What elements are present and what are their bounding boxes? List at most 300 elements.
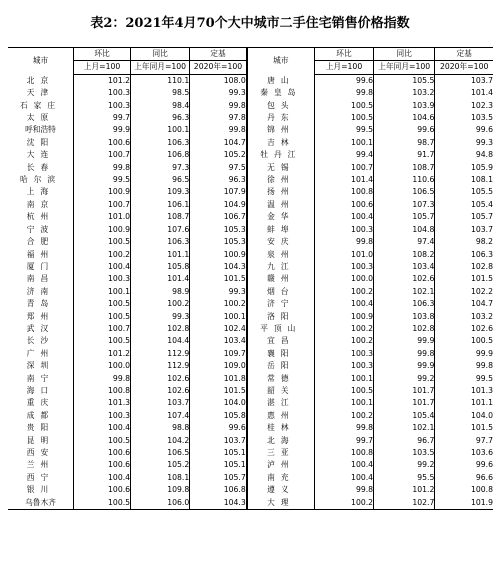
base-value: 102.3 — [435, 100, 493, 112]
base-value: 103.7 — [190, 435, 247, 447]
base-value: 101.5 — [190, 385, 247, 397]
table-row — [8, 385, 493, 397]
city-name: 吉林 — [247, 137, 315, 149]
base-value: 100.5 — [435, 335, 493, 347]
yoy-value: 103.7 — [131, 397, 190, 409]
table-row — [8, 162, 493, 174]
yoy-value: 95.5 — [374, 472, 435, 484]
city-name: 厦门 — [26, 261, 55, 271]
base-value: 99.6 — [435, 459, 493, 471]
yoy-value: 102.6 — [131, 385, 190, 397]
base-value: 99.6 — [435, 124, 493, 136]
yoy-value: 104.4 — [131, 335, 190, 347]
yoy-value: 105.8 — [131, 261, 190, 273]
city-name: 扬州 — [247, 186, 315, 198]
city-name: 九江 — [247, 261, 315, 273]
city-name: 泸州 — [247, 459, 315, 471]
city-name: 武汉 — [26, 323, 55, 333]
city-name: 宜昌 — [247, 335, 315, 347]
city-name: 赣州 — [247, 273, 315, 285]
table-row — [8, 459, 493, 471]
base-value: 103.2 — [435, 311, 493, 323]
base-value: 105.2 — [190, 149, 247, 161]
base-value: 102.2 — [435, 286, 493, 298]
city-name: 三亚 — [247, 447, 315, 459]
mom-value: 100.5 — [314, 385, 373, 397]
yoy-value: 98.5 — [131, 87, 190, 99]
yoy-value: 107.4 — [131, 410, 190, 422]
base-value: 99.9 — [435, 348, 493, 360]
yoy-value: 109.8 — [131, 484, 190, 496]
table-row — [8, 323, 493, 335]
mom-value: 100.1 — [314, 397, 373, 409]
yoy-value: 104.8 — [374, 224, 435, 236]
yoy-value: 112.9 — [131, 360, 190, 372]
table-row — [8, 447, 493, 459]
base-value: 103.5 — [435, 112, 493, 124]
table-row — [8, 174, 493, 186]
yoy-value: 99.2 — [374, 459, 435, 471]
base-value: 106.7 — [190, 211, 247, 223]
base-value: 109.7 — [190, 348, 247, 360]
base-value: 104.9 — [190, 199, 247, 211]
city-name: 太原 — [26, 113, 55, 123]
mom-value: 101.2 — [74, 348, 131, 360]
table-row — [8, 286, 493, 298]
mom-value: 101.0 — [74, 211, 131, 223]
city-name: 遵义 — [247, 484, 315, 496]
city-name: 西安 — [26, 448, 55, 457]
yoy-value: 99.6 — [374, 124, 435, 136]
mom-value: 100.9 — [74, 186, 131, 198]
mom-value: 100.0 — [74, 360, 131, 372]
yoy-value: 102.1 — [374, 422, 435, 434]
mom-value: 100.0 — [314, 273, 373, 285]
base-value: 106.8 — [190, 484, 247, 496]
base-value: 102.6 — [435, 323, 493, 335]
city-name: 沈阳 — [26, 137, 55, 147]
table-row — [8, 211, 493, 223]
mom-value: 99.8 — [74, 373, 131, 385]
base-value: 97.8 — [190, 112, 247, 124]
base-value: 100.9 — [190, 249, 247, 261]
mom-value: 100.4 — [314, 459, 373, 471]
mom-value: 100.1 — [314, 137, 373, 149]
table-row — [8, 100, 493, 112]
base-value: 99.8 — [435, 360, 493, 372]
table-row — [8, 186, 493, 198]
base-value: 105.8 — [190, 410, 247, 422]
city-name: 襄阳 — [247, 348, 315, 360]
table-row — [8, 472, 493, 484]
mom-value: 99.7 — [74, 112, 131, 124]
table-row — [8, 137, 493, 149]
base-header: 定基 — [435, 48, 493, 61]
city-name: 南京 — [26, 199, 55, 209]
base-subheader: 2020年=100 — [435, 61, 493, 74]
city-name: 上海 — [26, 187, 55, 197]
header-row-1 — [8, 48, 493, 61]
mom-value: 100.3 — [74, 87, 131, 99]
mom-value: 99.5 — [314, 124, 373, 136]
price-index-table — [8, 47, 493, 510]
city-name: 南充 — [247, 472, 315, 484]
city-name: 包头 — [247, 100, 315, 112]
table-row — [8, 298, 493, 310]
yoy-subheader: 上年同月=100 — [131, 61, 190, 74]
base-value: 106.3 — [435, 249, 493, 261]
yoy-value: 101.7 — [374, 385, 435, 397]
yoy-value: 98.9 — [131, 286, 190, 298]
mom-value: 99.8 — [314, 236, 373, 248]
base-value: 105.5 — [435, 186, 493, 198]
base-value: 107.9 — [190, 186, 247, 198]
base-value: 105.1 — [190, 459, 247, 471]
yoy-value: 106.0 — [131, 497, 190, 510]
table-row — [8, 311, 493, 323]
yoy-value: 99.9 — [374, 335, 435, 347]
yoy-value: 110.6 — [374, 174, 435, 186]
base-value: 102.4 — [190, 323, 247, 335]
yoy-value: 103.5 — [374, 447, 435, 459]
yoy-header: 同比 — [374, 48, 435, 61]
table-row — [8, 112, 493, 124]
city-name: 海口 — [26, 385, 55, 395]
base-value: 104.0 — [435, 410, 493, 422]
table-row — [8, 74, 493, 87]
base-value: 102.8 — [435, 261, 493, 273]
city-header: 城市 — [8, 48, 74, 75]
base-value: 105.7 — [190, 472, 247, 484]
mom-value: 100.1 — [74, 286, 131, 298]
city-name: 石家庄 — [19, 100, 62, 110]
base-value: 103.4 — [190, 335, 247, 347]
yoy-value: 103.2 — [374, 87, 435, 99]
mom-value: 100.7 — [314, 162, 373, 174]
mom-value: 100.8 — [314, 186, 373, 198]
table-row — [8, 87, 493, 99]
city-name: 牡丹江 — [247, 149, 315, 161]
table-row — [8, 410, 493, 422]
city-name: 温州 — [247, 199, 315, 211]
mom-value: 100.2 — [314, 410, 373, 422]
city-name: 北海 — [247, 435, 315, 447]
city-name: 贵阳 — [26, 423, 55, 433]
city-name: 洛阳 — [247, 311, 315, 323]
city-name: 福州 — [26, 249, 55, 259]
table-row — [8, 236, 493, 248]
yoy-value: 106.3 — [131, 236, 190, 248]
base-value: 100.2 — [190, 298, 247, 310]
base-value: 100.8 — [435, 484, 493, 496]
base-value: 99.3 — [190, 87, 247, 99]
mom-header: 环比 — [314, 48, 373, 61]
yoy-value: 106.1 — [131, 199, 190, 211]
mom-value: 100.6 — [314, 199, 373, 211]
yoy-value: 98.8 — [131, 422, 190, 434]
yoy-value: 97.3 — [131, 162, 190, 174]
base-value: 98.2 — [435, 236, 493, 248]
yoy-value: 108.7 — [374, 162, 435, 174]
table-row — [8, 149, 493, 161]
city-name: 郑州 — [26, 311, 55, 321]
table-row — [8, 124, 493, 136]
table-row — [8, 273, 493, 285]
city-name: 深圳 — [26, 361, 55, 371]
base-value: 104.0 — [190, 397, 247, 409]
yoy-value: 109.3 — [131, 186, 190, 198]
mom-value: 99.8 — [314, 484, 373, 496]
page-title: 表2：2021年4月70个大中城市二手住宅销售价格指数 — [90, 16, 410, 31]
base-value: 96.3 — [190, 174, 247, 186]
yoy-value: 110.1 — [131, 74, 190, 87]
city-name: 秦皇岛 — [247, 87, 315, 99]
yoy-value: 104.6 — [374, 112, 435, 124]
city-name: 平顶山 — [247, 323, 315, 335]
yoy-value: 107.3 — [374, 199, 435, 211]
city-name: 合肥 — [26, 237, 55, 247]
base-subheader: 2020年=100 — [190, 61, 247, 74]
mom-value: 100.2 — [314, 323, 373, 335]
city-name: 青岛 — [26, 299, 55, 309]
base-value: 101.5 — [435, 273, 493, 285]
city-name: 锦州 — [247, 124, 315, 136]
city-name: 蚌埠 — [247, 224, 315, 236]
yoy-value: 99.3 — [131, 311, 190, 323]
mom-value: 100.3 — [74, 410, 131, 422]
city-name: 南宁 — [26, 373, 55, 383]
mom-value: 100.7 — [74, 199, 131, 211]
mom-value: 100.6 — [74, 137, 131, 149]
base-value: 99.3 — [435, 137, 493, 149]
mom-value: 100.8 — [74, 385, 131, 397]
mom-value: 100.9 — [74, 224, 131, 236]
city-name: 长春 — [26, 162, 55, 172]
city-header: 城市 — [247, 48, 315, 75]
city-name: 济宁 — [247, 298, 315, 310]
city-name: 宁波 — [26, 224, 55, 234]
mom-value: 100.1 — [314, 373, 373, 385]
yoy-value: 100.2 — [131, 298, 190, 310]
table-row — [8, 484, 493, 496]
mom-value: 100.4 — [74, 472, 131, 484]
city-name: 广州 — [26, 348, 55, 358]
city-name: 西宁 — [26, 472, 55, 482]
mom-value: 99.8 — [74, 162, 131, 174]
city-name: 南昌 — [26, 274, 55, 284]
base-value: 101.9 — [435, 497, 493, 510]
table-row — [8, 397, 493, 409]
base-value: 105.3 — [190, 224, 247, 236]
yoy-value: 99.8 — [374, 348, 435, 360]
mom-value: 100.3 — [74, 100, 131, 112]
yoy-value: 102.1 — [374, 286, 435, 298]
base-value: 97.5 — [190, 162, 247, 174]
mom-value: 100.2 — [314, 497, 373, 510]
yoy-value: 105.4 — [374, 410, 435, 422]
city-name: 银川 — [26, 485, 55, 495]
mom-value: 99.5 — [74, 174, 131, 186]
yoy-value: 91.7 — [374, 149, 435, 161]
city-name: 成都 — [26, 410, 55, 420]
base-value: 96.6 — [435, 472, 493, 484]
yoy-value: 105.7 — [374, 211, 435, 223]
base-value: 97.7 — [435, 435, 493, 447]
table-row — [8, 435, 493, 447]
base-value: 104.3 — [190, 261, 247, 273]
base-value: 101.8 — [190, 373, 247, 385]
yoy-value: 98.7 — [374, 137, 435, 149]
mom-value: 100.3 — [314, 261, 373, 273]
city-name: 韶关 — [247, 385, 315, 397]
city-name: 徐州 — [247, 174, 315, 186]
yoy-value: 106.3 — [131, 137, 190, 149]
yoy-value: 102.7 — [374, 497, 435, 510]
city-name: 无锡 — [247, 162, 315, 174]
mom-subheader: 上月=100 — [74, 61, 131, 74]
base-header: 定基 — [190, 48, 247, 61]
mom-value: 100.8 — [314, 447, 373, 459]
city-name: 重庆 — [26, 398, 55, 408]
city-name: 兰州 — [26, 460, 55, 470]
base-value: 103.7 — [435, 74, 493, 87]
mom-value: 100.5 — [74, 335, 131, 347]
yoy-value: 108.7 — [131, 211, 190, 223]
yoy-value: 106.5 — [131, 447, 190, 459]
yoy-value: 100.1 — [131, 124, 190, 136]
mom-value: 99.7 — [314, 435, 373, 447]
base-value: 99.5 — [435, 373, 493, 385]
yoy-value: 101.2 — [374, 484, 435, 496]
yoy-value: 96.3 — [131, 112, 190, 124]
base-value: 108.0 — [190, 74, 247, 87]
mom-value: 100.3 — [314, 224, 373, 236]
yoy-value: 103.8 — [374, 311, 435, 323]
yoy-value: 106.8 — [131, 149, 190, 161]
mom-value: 99.4 — [314, 149, 373, 161]
city-name: 岳阳 — [247, 360, 315, 372]
yoy-value: 106.5 — [374, 186, 435, 198]
mom-value: 100.6 — [74, 459, 131, 471]
city-name: 惠州 — [247, 410, 315, 422]
mom-value: 100.5 — [74, 236, 131, 248]
mom-header: 环比 — [74, 48, 131, 61]
mom-value: 100.7 — [74, 323, 131, 335]
city-name: 济南 — [26, 286, 55, 296]
yoy-value: 104.2 — [131, 435, 190, 447]
yoy-value: 102.6 — [374, 273, 435, 285]
table-row — [8, 497, 493, 510]
mom-value: 101.0 — [314, 249, 373, 261]
mom-subheader: 上月=100 — [314, 61, 373, 74]
yoy-value: 102.8 — [374, 323, 435, 335]
mom-value: 99.6 — [314, 74, 373, 87]
yoy-subheader: 上年同月=100 — [374, 61, 435, 74]
yoy-value: 102.8 — [131, 323, 190, 335]
mom-value: 100.3 — [314, 348, 373, 360]
mom-value: 100.6 — [74, 484, 131, 496]
yoy-value: 103.4 — [374, 261, 435, 273]
base-value: 101.5 — [190, 273, 247, 285]
mom-value: 100.6 — [74, 447, 131, 459]
mom-value: 100.5 — [74, 497, 131, 510]
yoy-value: 103.9 — [374, 100, 435, 112]
yoy-value: 107.6 — [131, 224, 190, 236]
mom-value: 101.2 — [74, 74, 131, 87]
mom-value: 100.7 — [74, 149, 131, 161]
mom-value: 100.4 — [314, 472, 373, 484]
city-name: 安庆 — [247, 236, 315, 248]
yoy-value: 97.4 — [374, 236, 435, 248]
yoy-value: 102.6 — [131, 373, 190, 385]
mom-value: 99.9 — [74, 124, 131, 136]
base-value: 104.7 — [190, 137, 247, 149]
city-name: 唐山 — [247, 74, 315, 87]
mom-value: 100.2 — [314, 335, 373, 347]
city-name: 昆明 — [26, 435, 55, 445]
table-row — [8, 224, 493, 236]
mom-value: 100.4 — [74, 422, 131, 434]
mom-value: 100.4 — [314, 211, 373, 223]
base-value: 100.1 — [190, 311, 247, 323]
mom-value: 100.5 — [74, 311, 131, 323]
base-value: 105.4 — [435, 199, 493, 211]
yoy-value: 105.5 — [374, 74, 435, 87]
mom-value: 100.5 — [314, 100, 373, 112]
table-row — [8, 373, 493, 385]
base-value: 99.8 — [190, 100, 247, 112]
city-name: 大理 — [247, 497, 315, 510]
city-name: 湛江 — [247, 397, 315, 409]
city-name: 大连 — [26, 150, 55, 160]
mom-value: 99.8 — [314, 87, 373, 99]
base-value: 103.7 — [435, 224, 493, 236]
yoy-value: 105.2 — [131, 459, 190, 471]
yoy-value: 101.1 — [131, 249, 190, 261]
yoy-header: 同比 — [131, 48, 190, 61]
table-row — [8, 261, 493, 273]
table-row — [8, 199, 493, 211]
mom-value: 100.3 — [314, 360, 373, 372]
yoy-value: 112.9 — [131, 348, 190, 360]
city-name: 烟台 — [247, 286, 315, 298]
city-name: 北京 — [26, 75, 55, 85]
yoy-value: 96.7 — [374, 435, 435, 447]
yoy-value: 101.7 — [374, 397, 435, 409]
mom-value: 99.8 — [314, 422, 373, 434]
city-name: 天津 — [26, 88, 55, 98]
city-name: 呼和浩特 — [25, 125, 56, 135]
mom-value: 101.3 — [74, 397, 131, 409]
city-name: 哈尔滨 — [19, 175, 62, 185]
base-value: 105.7 — [435, 211, 493, 223]
base-value: 101.3 — [435, 385, 493, 397]
city-name: 桂林 — [247, 422, 315, 434]
table-row — [8, 360, 493, 372]
city-name: 长沙 — [26, 336, 55, 346]
base-value: 103.6 — [435, 447, 493, 459]
city-name: 泉州 — [247, 249, 315, 261]
mom-value: 100.4 — [74, 261, 131, 273]
base-value: 105.1 — [190, 447, 247, 459]
base-value: 104.7 — [435, 298, 493, 310]
yoy-value: 96.5 — [131, 174, 190, 186]
table-body — [8, 74, 493, 509]
table-row — [8, 422, 493, 434]
base-value: 105.9 — [435, 162, 493, 174]
mom-value: 100.3 — [74, 273, 131, 285]
yoy-value: 101.4 — [131, 273, 190, 285]
